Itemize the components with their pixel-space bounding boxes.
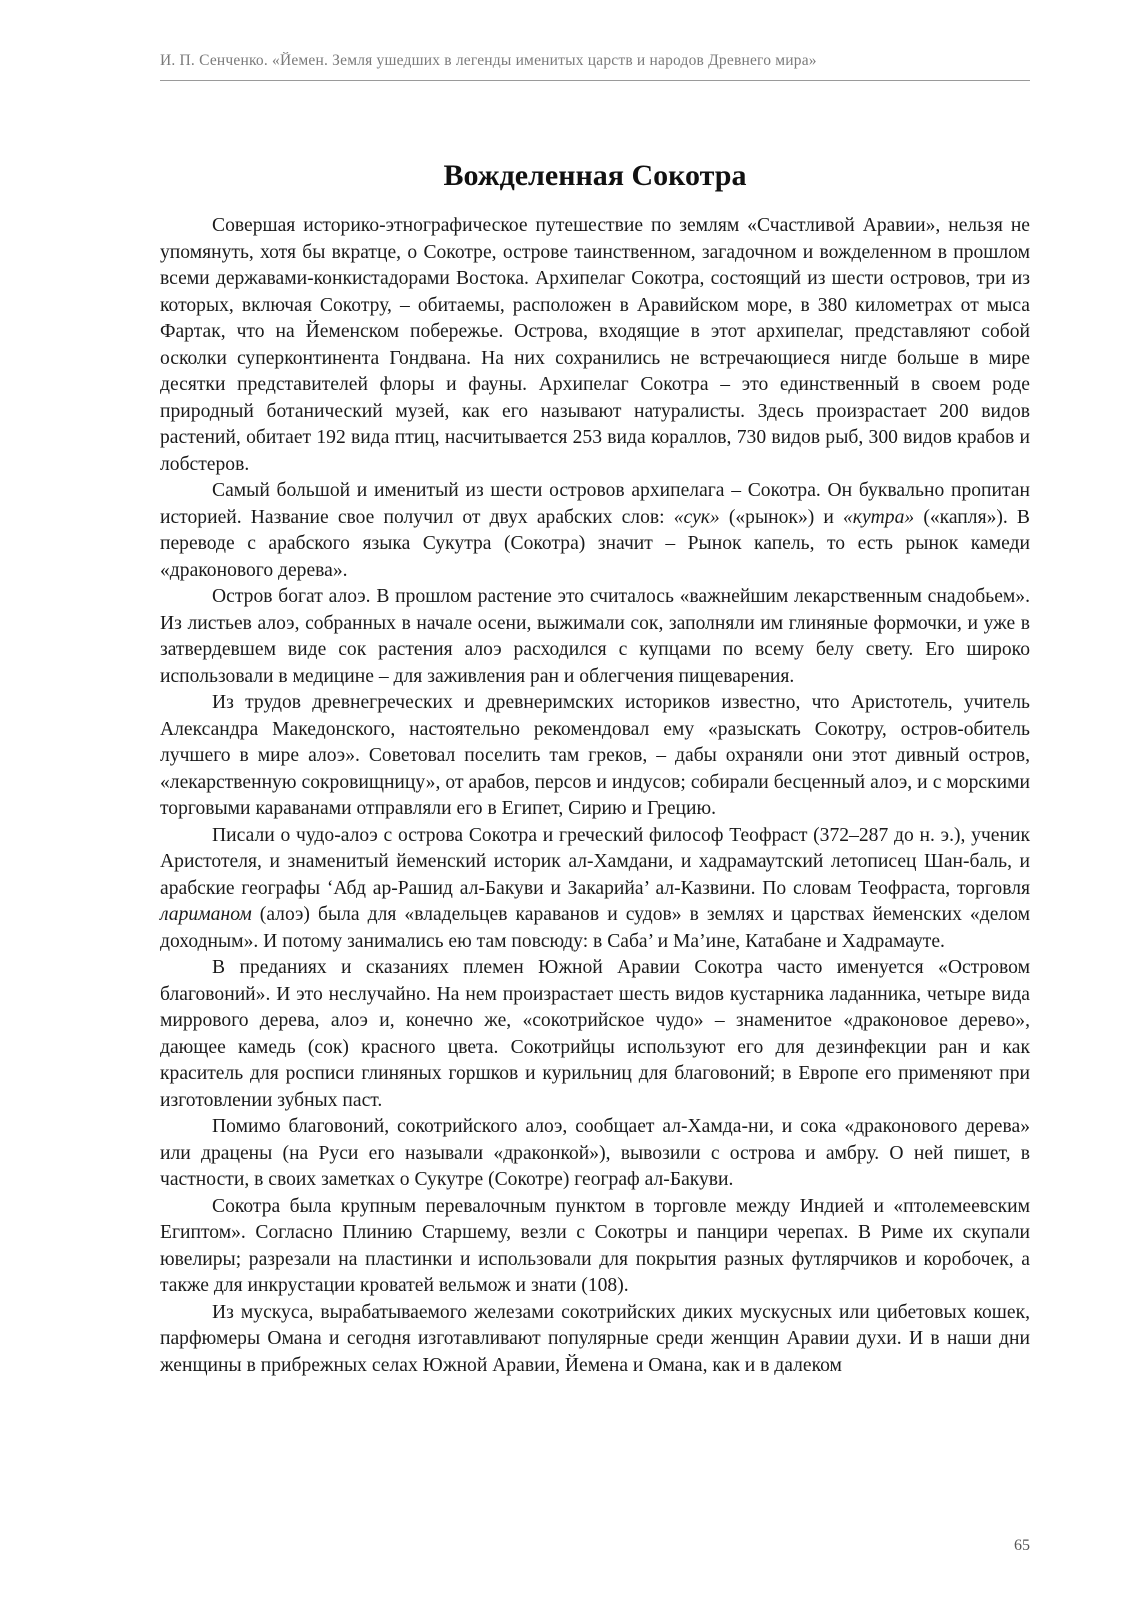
italic-term-lariman: лариманом: [160, 904, 252, 925]
text-segment: Из мускуса, вырабатываемого железами сокотрийских диких мускусных или цибетовых кошек, парфюмеры Омана и сегодня изготавливают популярные среди женщин Аравии духи. И в наши дни женщины в прибрежных селах Южной Аравии, Йемена и Омана, как и в далеком: [160, 1301, 1030, 1376]
article-body: [160, 213, 1030, 1379]
text-segment: В преданиях и сказаниях племен Южной Аравии Сокотра часто именуется «Островом благовоний». И это неслучайно. На нем произрастает шесть видов кустарника ладанника, четыре вида миррового дерева, алоэ и, конечно же, «сокотрийское чудо» – знаменитое «драконовое дерево», дающее камедь (сок) красного цвета. Сокотрийцы используют его для дезинфекции ран и как краситель для росписи глиняных горшков и курильниц для благовоний; в Европе его применяют при изготовлении зубных паст.: [160, 957, 1030, 1111]
text-segment: Из трудов древнегреческих и древнеримских историков известно, что Аристотель, учитель Александра Македонского, настоятельно рекомендовал ему «разыскать Сокотру, остров-обитель лучшего в мире алоэ». Советовал поселить там греков, – дабы охраняли они этот дивный остров, «лекарственную сокровищницу», от арабов, персов и индусов; собирали бесценный алоэ, и с морскими торговыми караванами отправляли его в Египет, Сирию и Грецию.: [160, 692, 1030, 819]
paragraph-8: [160, 1194, 1030, 1300]
paragraph-7: [160, 1114, 1030, 1194]
italic-term-kutra: «кутра»: [843, 506, 915, 528]
text-segment: (алоэ) была для «владельцев караванов и судов» в землях и царствах йеменских «делом доходным». И потому занимались ею там повсюду: в Саба’ и Ма’ине, Катабане и Хадрамауте.: [160, 904, 1030, 952]
page-number: 65: [1014, 1537, 1030, 1554]
paragraph-6: [160, 955, 1030, 1114]
text-segment: («капля»). В переводе с арабского языка Сукутра (Сокотра) значит – Рынок капель, то есть рынок камеди «драконового дерева».: [160, 506, 1030, 581]
text-segment: Писали о чудо-алоэ с острова Сокотра и греческий философ Теофраст (372–287 до н. э.), ученик Аристотеля, и знаменитый йеменский историк ал-Хамдани, и хадрамаутский летописец Шан-баль, и арабские географы ‘Абд ар-Рашид ал-Бакуви и Закарийа’ ал-Казвини. По словам Теофраста, торговля: [160, 824, 1030, 899]
paragraph-3: [160, 584, 1030, 690]
paragraph-5: [160, 823, 1030, 956]
text-segment: («рынок») и: [719, 506, 843, 528]
header-divider: [160, 80, 1030, 81]
text-segment: Сокотра была крупным перевалочным пунктом в торговле между Индией и «птолемеевским Египтом». Согласно Плинию Старшему, везли с Сокотры и панцири черепах. В Риме их скупали ювелиры; разрезали на пластинки и использовали для покрытия разных футлярчиков и коробочек, а также для инкрустации кроватей вельмож и знати (108).: [160, 1195, 1030, 1296]
running-header: И. П. Сенченко. «Йемен. Земля ушедших в легенды именитых царств и народов Древнего мира»: [160, 52, 817, 69]
paragraph-4: [160, 690, 1030, 823]
text-segment: Самый большой и именитый из шести островов архипелага – Сокотра. Он буквально пропитан историей. Название свое получил от двух арабских слов:: [160, 480, 1030, 528]
text-segment: Помимо благовоний, сокотрийского алоэ, сообщает ал-Хамда-ни, и сока «драконового дерева» или драцены (на Руси его называли «драконкой»), вывозили с острова и амбру. О ней пишет, в частности, в своих заметках о Сукутре (Сокотре) географ ал-Бакуви.: [160, 1116, 1030, 1190]
text-segment: Совершая историко-этнографическое путешествие по землям «Счастливой Аравии», нельзя не упомянуть, хотя бы вкратце, о Сокотре, острове таинственном, загадочном и вожделенном в прошлом всеми державами-конкистадорами Востока. Архипелаг Сокотра, состоящий из шести островов, три из которых, включая Сокотру, – обитаемы, расположен в Аравийском море, в 380 километрах от мыса Фартак, что на Йеменском побережье. Острова, входящие в этот архипелаг, представляют собой осколки суперконтинента Гондвана. На них сохранились не встречающиеся нигде больше в мире десятки представителей флоры и фауны. Архипелаг Сокотра – это единственный в своем роде природный ботанический музей, как его называют натуралисты. Здесь произрастает 200 видов растений, обитает 192 вида птиц, насчитывается 253 вида кораллов, 730 видов рыб, 300 видов крабов и лобстеров.: [160, 215, 1030, 475]
article-title: Вожделенная Сокотра: [443, 159, 747, 192]
italic-term-suk: «сук»: [673, 506, 720, 528]
paragraph-1: [160, 213, 1030, 478]
paragraph-9: [160, 1300, 1030, 1380]
paragraph-2: [160, 478, 1030, 584]
text-segment: Остров богат алоэ. В прошлом растение это считалось «важнейшим лекарственным снадобьем». Из листьев алоэ, собранных в начале осени, выжимали сок, заполняли им глиняные формочки, и уже в затвердевшем виде сок растения алоэ расходился с купцами по всему белу свету. Его широко использовали в медицине – для заживления ран и облегчения пищеварения.: [160, 586, 1030, 687]
